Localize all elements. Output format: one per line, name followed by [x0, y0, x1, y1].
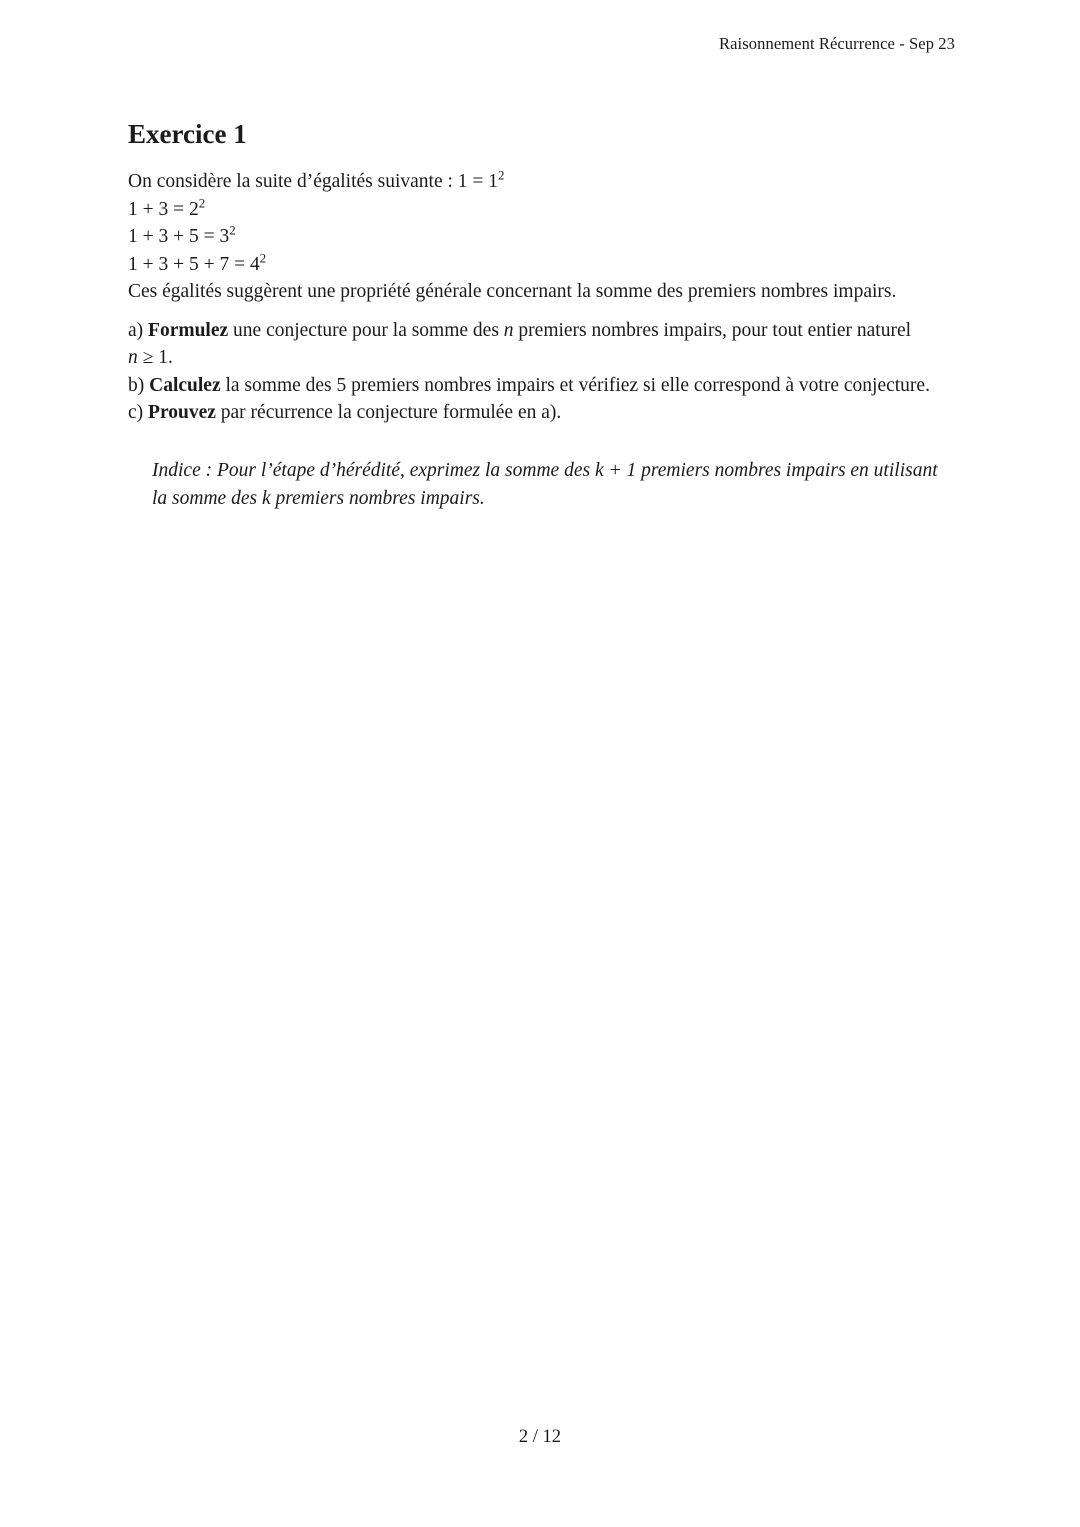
equation-line: $1 + 3 + 5 + 7 = 4^2$: [128, 251, 267, 275]
page-footer: [0, 1427, 1080, 1448]
question-list: [128, 317, 955, 427]
question-c-line: c) Prouvez par récurrence la conjecture formulée en a).: [128, 402, 562, 424]
question-b-line: b) Calculez la somme des 5 premiers nombres impairs et vérifiez si elle correspond à votre conjecture.: [128, 374, 930, 396]
intro-paragraph: [128, 168, 955, 306]
equation-line: $1 + 3 + 5 = 3^2$: [128, 223, 236, 248]
header-title: Raisonnement Récurrence - Sep 23: [719, 34, 955, 53]
hint-paragraph: [152, 457, 955, 514]
exercise-title: Exercice 1: [128, 119, 247, 149]
exercise-content: [128, 0, 955, 514]
intro-line: Ces égalités suggèrent une propriété générale concernant la somme des premiers nombres impairs.: [128, 281, 897, 303]
hint-line: Indice : Pour l’étape d’hérédité, exprimez la somme des k + 1 premiers nombres impairs en utilisant: [152, 459, 938, 481]
page-number: 2 / 12: [518, 1427, 562, 1447]
intro-line: On considère la suite d’égalités suivante : $1 = 1^2$: [128, 168, 505, 192]
question-a-line: n ≥ 1.: [128, 347, 173, 369]
hint-line: la somme des k premiers nombres impairs.: [152, 488, 485, 510]
equation-line: $1 + 3 = 2^2$: [128, 196, 206, 220]
question-a-line: a) Formulez une conjecture pour la somme des n premiers nombres impairs, pour tout entier naturel: [128, 319, 912, 341]
